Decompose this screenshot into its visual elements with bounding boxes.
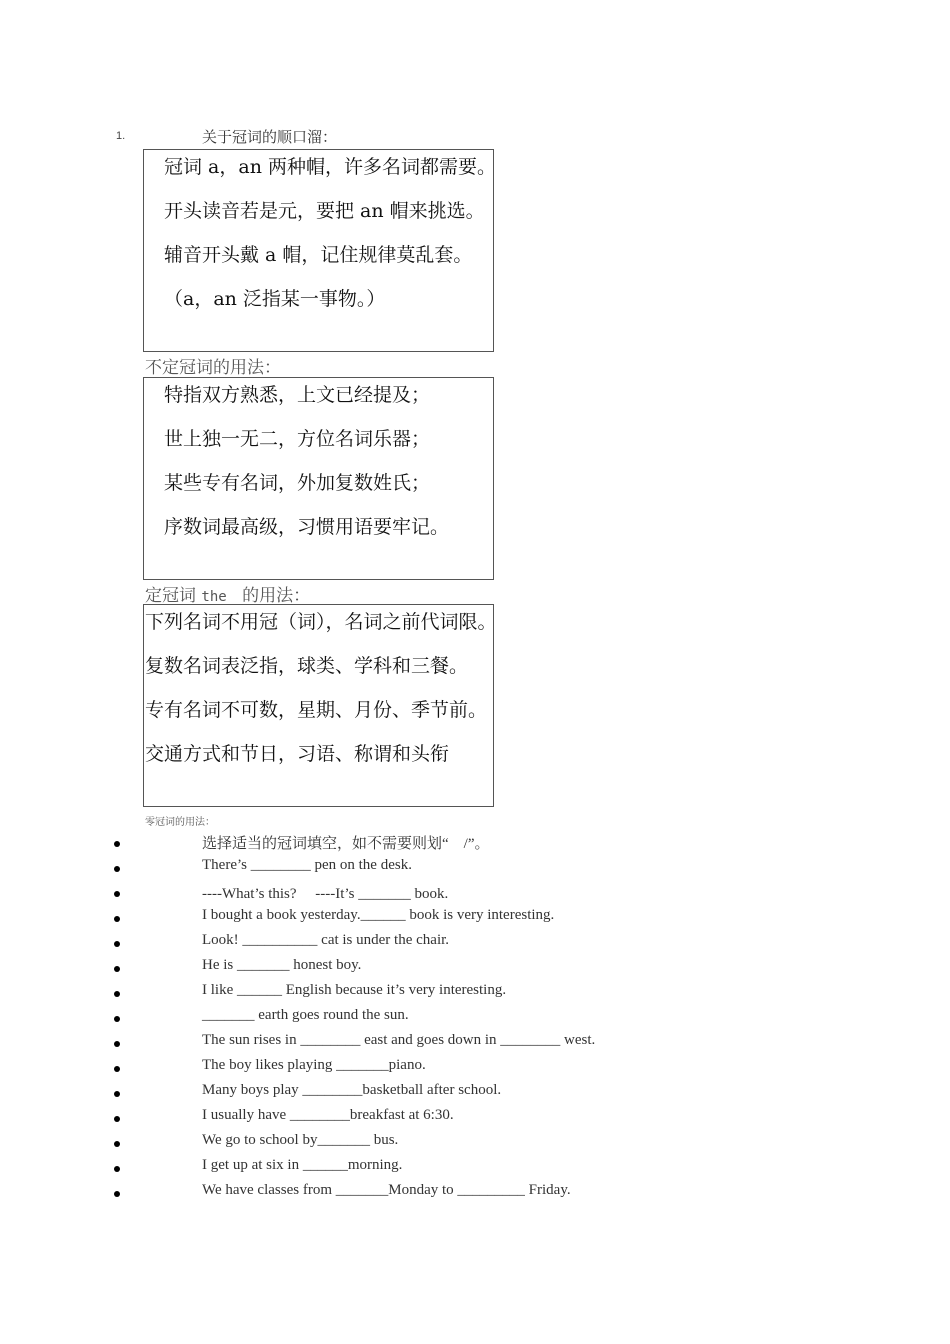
list-item	[0, 857, 950, 882]
exercise-text: 选择适当的冠词填空，如不需要则划“ /”。	[202, 836, 490, 852]
bullet-icon	[114, 916, 120, 922]
rhyme-line: 某些专有名词，外加复数姓氏；	[164, 472, 431, 494]
list-item	[0, 982, 950, 1007]
bullet-icon	[114, 1191, 120, 1197]
exercise-text: I usually have ________breakfast at 6:30.	[202, 1107, 454, 1123]
rhyme-line: 冠词 a，an 两种帽，许多名词都需要。	[164, 156, 496, 178]
exercise-text: The sun rises in ________ east and goes down in ________ west.	[202, 1032, 596, 1048]
list-item	[0, 1082, 950, 1107]
rhyme-line: 世上独一无二，方位名词乐器；	[164, 428, 431, 450]
rhyme-line: 特指双方熟悉，上文已经提及；	[164, 384, 431, 406]
list-item	[0, 1157, 950, 1182]
exercise-text: We go to school by_______ bus.	[202, 1132, 399, 1148]
bullet-icon	[114, 1091, 120, 1097]
label-definite-word: the	[201, 589, 227, 605]
exercise-text: He is _______ honest boy.	[202, 957, 362, 973]
exercise-text: _______ earth goes round the sun.	[202, 1007, 409, 1023]
exercise-text: I like ______ English because it’s very interesting.	[202, 982, 507, 998]
exercise-text: There’s ________ pen on the desk.	[202, 857, 412, 873]
exercise-text: I bought a book yesterday.______ book is very interesting.	[202, 907, 555, 923]
list-item	[0, 832, 950, 857]
exercise-text: Many boys play ________basketball after school.	[202, 1082, 502, 1098]
label-definite-prefix: 定冠词	[145, 586, 196, 606]
list-item	[0, 1032, 950, 1057]
list-item	[0, 1057, 950, 1082]
bullet-icon	[114, 1041, 120, 1047]
list-item	[0, 1107, 950, 1132]
list-item	[0, 957, 950, 982]
exercise-text: The boy likes playing _______piano.	[202, 1057, 426, 1073]
bullet-icon	[114, 1016, 120, 1022]
rhyme-line: 序数词最高级，习惯用语要牢记。	[164, 516, 450, 538]
rhyme-box-zero	[143, 604, 497, 807]
bullet-icon	[114, 991, 120, 997]
bullet-icon	[114, 1116, 120, 1122]
bullet-icon	[114, 1166, 120, 1172]
list-item	[0, 1182, 950, 1207]
list-item	[0, 882, 950, 907]
exercise-text: We have classes from _______Monday to _________ Friday.	[202, 1182, 571, 1198]
rhyme-line: 交通方式和节日，习语、称谓和头衔	[145, 743, 450, 765]
rhyme-line: 辅音开头戴 a 帽，记住规律莫乱套。	[164, 244, 473, 266]
list-item	[0, 932, 950, 957]
exercise-text: Look! __________ cat is under the chair.	[202, 932, 450, 948]
list-number: 1.	[116, 130, 126, 142]
bullet-icon	[114, 891, 120, 897]
section-heading-rhyme: 关于冠词的顺口溜：	[202, 128, 338, 146]
bullet-icon	[114, 866, 120, 872]
bullet-icon	[114, 1141, 120, 1147]
label-indefinite-article: 不定冠词的用法：	[145, 358, 281, 378]
bullet-icon	[114, 966, 120, 972]
rhyme-box-the	[143, 377, 494, 580]
list-item	[0, 1007, 950, 1032]
bullet-icon	[114, 841, 120, 847]
rhyme-line: 专有名词不可数，星期、月份、季节前。	[145, 699, 488, 721]
list-item	[0, 1132, 950, 1157]
exercise-text: I get up at six in ______morning.	[202, 1157, 403, 1173]
rhyme-line: 开头读音若是元，要把 an 帽来挑选。	[164, 200, 485, 222]
label-zero-article: 零冠词的用法：	[145, 817, 215, 828]
rhyme-line: 下列名词不用冠（词），名词之前代词限。	[145, 611, 497, 633]
bullet-icon	[114, 1066, 120, 1072]
rhyme-line: 复数名词表泛指，球类、学科和三餐。	[145, 655, 469, 677]
rhyme-line: （a，an 泛指某一事物。）	[164, 288, 386, 310]
label-definite-article	[145, 581, 310, 606]
label-definite-suffix: 的用法：	[242, 586, 311, 606]
list-item	[0, 907, 950, 932]
bullet-icon	[114, 941, 120, 947]
exercise-text: ----What’s this? ----It’s _______ book.	[202, 886, 449, 902]
rhyme-box-a-an	[143, 149, 494, 352]
